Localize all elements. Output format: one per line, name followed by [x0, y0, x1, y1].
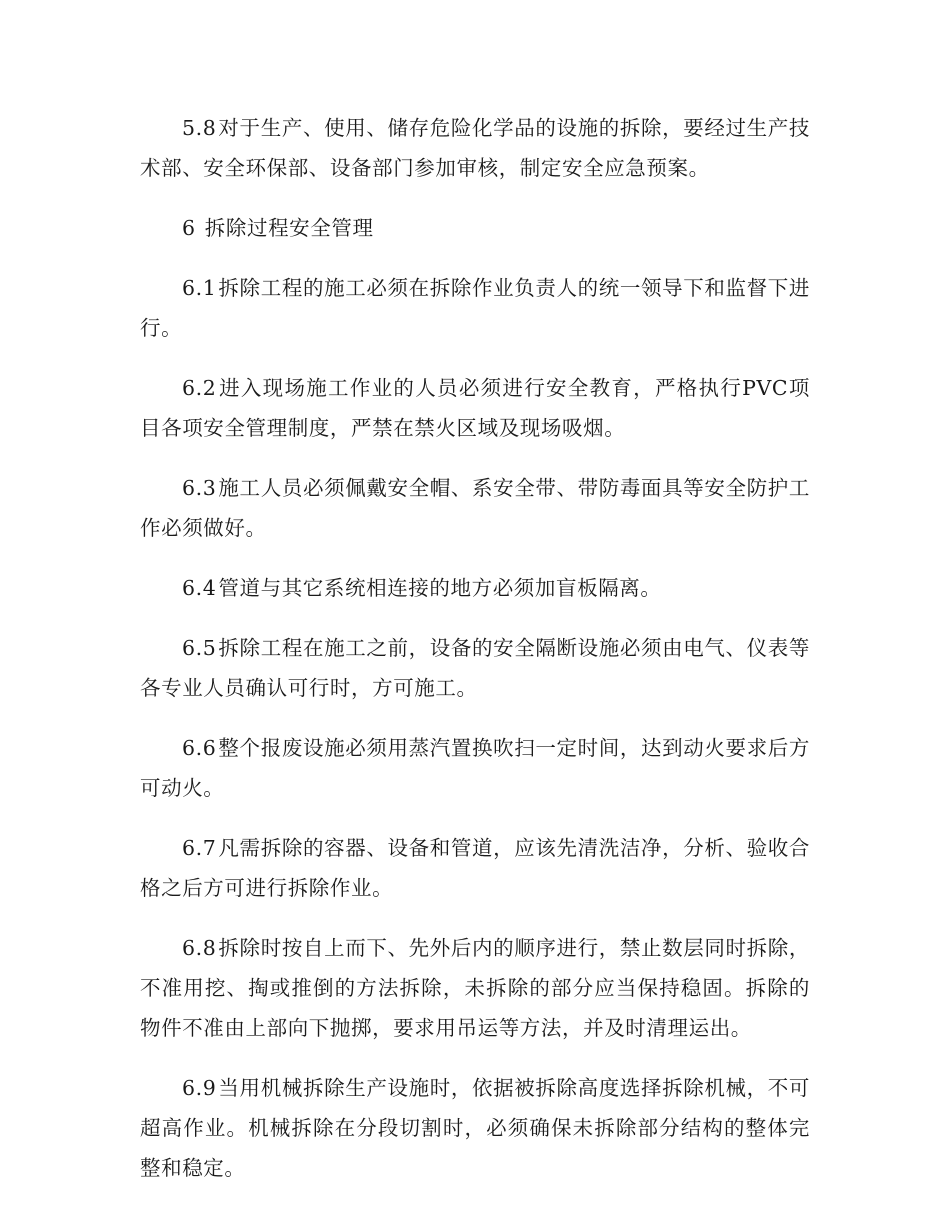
paragraph-text: 整个报废设施必须用蒸汽置换吹扫一定时间，达到动火要求后方可动火。 — [140, 736, 810, 800]
clause-number: 6.4 — [182, 576, 217, 600]
paragraph-6-1 — [140, 268, 810, 348]
paragraph-6-9 — [140, 1068, 810, 1188]
clause-number: 6.6 — [182, 736, 217, 760]
paragraph-text: 进入现场施工作业的人员必须进行安全教育，严格执行PVC项目各项安全管理制度，严禁在禁火区域及现场吸烟。 — [140, 376, 810, 440]
paragraph-text: 拆除工程的施工必须在拆除作业负责人的统一领导下和监督下进行。 — [140, 276, 810, 340]
paragraph-text: 拆除工程在施工之前，设备的安全隔断设施必须由电气、仪表等各专业人员确认可行时，方可施工。 — [140, 636, 810, 700]
paragraph-5-8 — [140, 108, 810, 188]
section-number: 6 — [182, 216, 196, 240]
clause-number: 6.3 — [182, 476, 217, 500]
clause-number: 6.9 — [182, 1076, 217, 1100]
clause-number: 5.8 — [182, 116, 217, 140]
paragraph-6-3 — [140, 468, 810, 548]
section-title: 拆除过程安全管理 — [197, 216, 374, 240]
clause-number: 6.2 — [182, 376, 217, 400]
paragraph-text: 当用机械拆除生产设施时，依据被拆除高度选择拆除机械，不可超高作业。机械拆除在分段切割时，必须确保未拆除部分结构的整体完整和稳定。 — [140, 1076, 810, 1180]
paragraph-6-4 — [140, 568, 810, 608]
paragraph-6-6 — [140, 728, 810, 808]
document-body — [140, 108, 810, 1208]
paragraph-text: 对于生产、使用、储存危险化学品的设施的拆除，要经过生产技术部、安全环保部、设备部门参加审核，制定安全应急预案。 — [140, 116, 810, 180]
paragraph-text: 管道与其它系统相连接的地方必须加盲板隔离。 — [218, 576, 662, 600]
clause-number: 6.8 — [182, 936, 217, 960]
clause-number: 6.5 — [182, 636, 217, 660]
paragraph-text: 施工人员必须佩戴安全帽、系安全带、带防毒面具等安全防护工作必须做好。 — [140, 476, 810, 540]
paragraph-6-2 — [140, 368, 810, 448]
paragraph-text: 凡需拆除的容器、设备和管道，应该先清洗洁净，分析、验收合格之后方可进行拆除作业。 — [140, 836, 810, 900]
paragraph-6-5 — [140, 628, 810, 708]
clause-number: 6.7 — [182, 836, 217, 860]
paragraph-6-7 — [140, 828, 810, 908]
section-heading-6 — [140, 208, 810, 248]
clause-number: 6.1 — [182, 276, 217, 300]
paragraph-text: 拆除时按自上而下、先外后内的顺序进行，禁止数层同时拆除，不准用挖、掏或推倒的方法拆除，未拆除的部分应当保持稳固。拆除的物件不准由上部向下抛掷，要求用吊运等方法，并及时清理运出。 — [140, 936, 810, 1040]
paragraph-6-8 — [140, 928, 810, 1048]
